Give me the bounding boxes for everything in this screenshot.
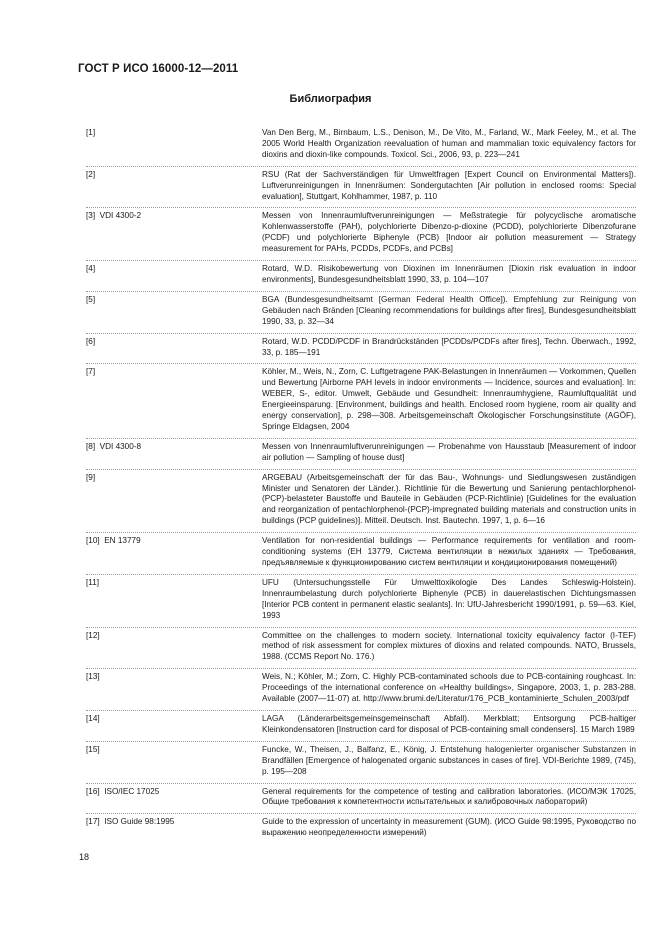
- reference-number: [10] EN 13779: [86, 536, 141, 546]
- reference-text: Committee on the challenges to modern society. International toxicity equivalency factor (I-TEF) method of risk assessment for complex mixtures of dioxins and related compounds. NATO, Brussels, 1988. (CCMS Report No. 176.): [262, 630, 636, 662]
- reference-text: ARGEBAU (Arbeitsgemeinschaft der für das Bau-, Wohnungs- und Siedlungswesen zuständigen Minister und Senatoren der Länder.). Richtlinie für die Bewertung und Sanierung pentachlorphenol-(PCP)-belasteter Baustoffe und Bauteile in Gebäuden (PCP-Richtlinie) [Guidelines for the evaluation and reorganization of pentachlorphenol-(PCP)-impregnated building materials and construction units in buildings (PCP guidelines)]. Mitteil. Deutsch. Inst. Bautechn. 1997, 1, p. 6—16: [262, 472, 636, 526]
- reference-number: [16] ISO/IEC 17025: [86, 786, 160, 796]
- reference-text: Rotard, W.D. Risikobewertung von Dioxinen im Innenräumen [Dioxin risk evaluation in indoor environments], Bundesgesundheitsblatt 1990, 33, p. 104—107: [262, 264, 636, 284]
- reference-item: [86, 574, 636, 622]
- reference-number: [4]: [86, 264, 96, 274]
- reference-item: [86, 783, 636, 809]
- reference-number: [2]: [86, 169, 96, 179]
- reference-text: Weis, N.; Köhler, M.; Zorn, C. Highly PCB-contaminated schools due to PCB-containing roughcast. In: Proceedings of the international conference on «Healthy buildings», Singapore, 2003, 1, p. 283-288. Available (2007—11-07) at. http://www.brumi.de/Literatur/176_PCB_kontaminierte_Schulen_2003/pdf: [262, 672, 636, 704]
- reference-item: [86, 124, 636, 161]
- reference-text: Van Den Berg, M., Birnbaum, L.S., Denison, M., De Vito, M., Farland, W., Mark Feeley, M., et al. The 2005 World Health Organization reevaluation of human and mammalian toxic equivalency factors for dioxins and dioxin-like compounds. Toxicol. Sci., 2006, 93, p. 223—241: [262, 128, 636, 159]
- reference-number: [11]: [86, 577, 100, 587]
- reference-item: [86, 741, 636, 778]
- reference-number: [12]: [86, 630, 100, 640]
- reference-text: UFU (Untersuchungsstelle Für Umwelttoxikologie Des Landes Schleswig-Holstein). Innenraumbelastung durch polychlorierte Biphenyle (PCB) in dauerelastischen Dichtungsmassen [Interior PCB content in permanent elastic sealants]. In: UfU-Jahresbericht 1990/1991, p. 59—63. Kiel, 1993: [262, 577, 636, 620]
- reference-text: Messen von Innenraumluftverunreinigungen — Probenahme von Hausstaub [Measurement of indoor air pollution — Sampling of house dust]: [262, 441, 636, 462]
- reference-text: Rotard, W.D. PCDD/PCDF in Brandrückständen [PCDDs/PCDFs after fires], Techn. Überwach., 1992, 33, p. 185—191: [262, 336, 636, 357]
- reference-number: [15]: [86, 744, 100, 754]
- reference-number: [17] ISO Guide 98:1995: [86, 817, 175, 827]
- reference-item: [86, 627, 636, 664]
- reference-item: [86, 166, 636, 203]
- reference-text: Funcke, W., Theisen, J., Balfanz, E., König, J. Entstehung halogenierter organischer Substanzen in Brandfällen [Emergence of halogenated organic substances in cases of fire]. VDI-Berichte 1989, (745), p. 195—208: [262, 744, 636, 776]
- bibliography-list: [86, 124, 636, 844]
- reference-item: [86, 532, 636, 569]
- reference-text: General requirements for the competence of testing and calibration laboratories. (ИСО/МЭК 17025, Общие требования к компетентности испытательных и калибровочных лабораторий): [262, 786, 636, 807]
- reference-item: [86, 469, 636, 528]
- reference-number: [6]: [86, 336, 96, 346]
- reference-item: [86, 291, 636, 328]
- reference-number: [9]: [86, 472, 96, 482]
- reference-item: [86, 333, 636, 359]
- reference-text: RSU (Rat der Sachverständigen für Umweltfragen [Expert Council on Environmental Matters]). Luftverunreinigungen in Innenräumen: Sondergutachten [Air pollution in enclosed rooms: Special evaluation], Stuttgart, Kohlhammer, 1987, p. 110: [262, 169, 636, 201]
- reference-number: [5]: [86, 294, 96, 304]
- reference-text: Ventilation for non-residential buildings — Performance requirements for ventilation and room-conditioning systems (EH 13779, Система вентиляции в нежилых зданиях — Требования, предъявляемые к функционированию систем вентиляции и кондиционирования помещений): [262, 536, 636, 567]
- reference-text: LAGA (Länderarbeitsgemeinsgemeinschaft Abfall). Merkblatt; Entsorgung PCB-haltiger Kleinkondensatoren [Instruction card for disposal of PCB-containing small condensers]. 15 March 1989: [262, 713, 636, 734]
- page-number: 18: [79, 852, 90, 862]
- reference-text: Guide to the expression of uncertainty in measurement (GUM). (ИСО Guide 98:1995, Руководство по выражению неопределенности измерений): [262, 817, 636, 838]
- reference-text: BGA (Bundesgesundheitsamt [German Federal Health Office]). Empfehlung zur Reinigung von Gebäuden nach Bränden [Cleaning recommendations for buildings after fires], Bundesgesundheitsblatt 1990, 33, p. 32—34: [262, 294, 636, 326]
- reference-item: [86, 260, 636, 286]
- reference-number: [7]: [86, 367, 96, 377]
- reference-item: [86, 207, 636, 255]
- reference-number: [14]: [86, 713, 100, 723]
- reference-number: [8] VDI 4300-8: [86, 441, 142, 451]
- section-title: Библиография: [289, 93, 372, 105]
- reference-item: [86, 668, 636, 705]
- reference-number: [1]: [86, 128, 96, 137]
- reference-item: [86, 363, 636, 432]
- reference-text: Messen von Innenraumluftverunreinigungen — Meßstrategie für polycyclische aromatische Kohlenwasserstoffe (PAH), polychlorierte Dibenzo-p-dioxine (PCDD), polychlorierte Dibenzofurane (PCDF) und polychlorierte Biphenyle (PCB) [Indoor air pollution measurement — Strategy measurement for PAHs, PCDDs, PCDFs, and PCBs]: [262, 211, 636, 254]
- reference-text: Köhler, M., Weis, N., Zorn, C. Luftgetragene PAK-Belastungen in Innenräumen — Vorkommen, Quellen und Bewertung [Airborne PAH levels in indoor environments — Incidence, sources and evaluation]. In: WEBER, S-, editor. Umwelt, Gebäude und Gesundheit: Innenraumhygiene, Raumluftqualität und Energieeinsparung. [Environment, buildings and health. Enclosed room hygiene, room air quality and energy conservation], p. 298—308. Arbeitsgemeinschaft Ökologischer Forschungsinstitute (AGÖF), Springe Eldagsen, 2004: [262, 367, 636, 431]
- reference-item: [86, 813, 636, 839]
- document-header: ГОСТ Р ИСО 16000-12—2011: [78, 63, 239, 75]
- reference-number: [13]: [86, 672, 100, 682]
- reference-item: [86, 710, 636, 736]
- reference-item: [86, 438, 636, 464]
- reference-number: [3] VDI 4300-2: [86, 211, 142, 221]
